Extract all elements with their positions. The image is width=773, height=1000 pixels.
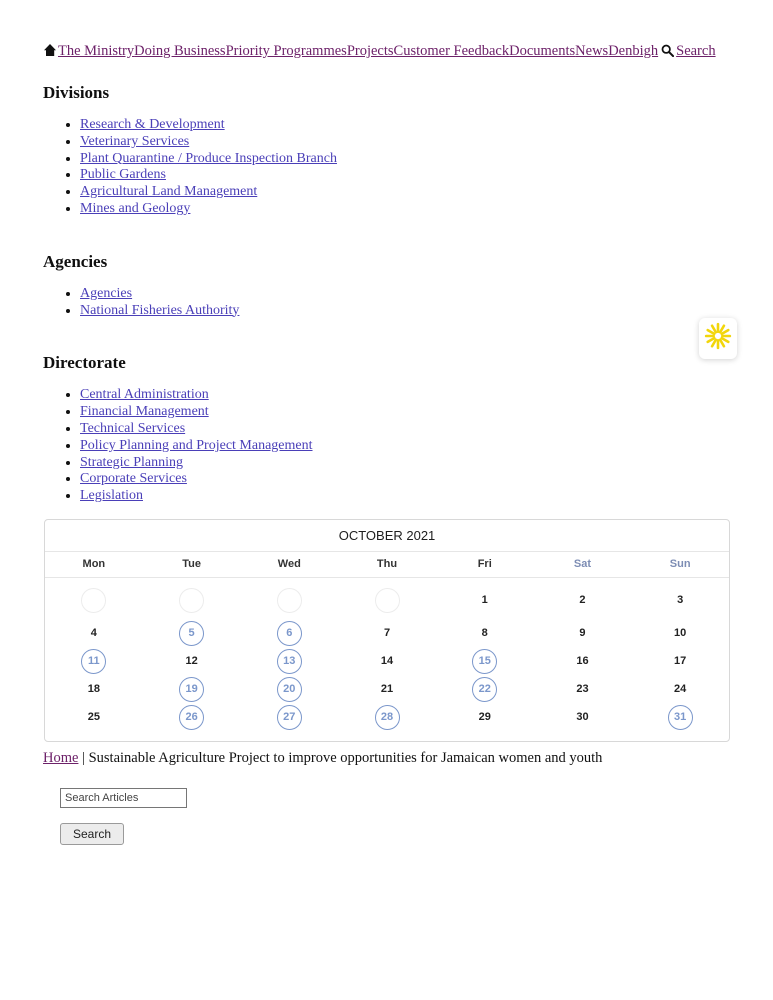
floating-widget[interactable] — [699, 318, 737, 359]
breadcrumb-separator: | — [78, 749, 89, 766]
list-item — [80, 387, 729, 404]
calendar — [44, 519, 730, 742]
calendar-day-11[interactable]: 11 — [81, 649, 106, 674]
calendar-cell — [631, 588, 729, 618]
calendar-day-14: 14 — [380, 655, 394, 668]
calendar-cell — [436, 677, 534, 702]
calendar-cell — [240, 621, 338, 646]
calendar-cell — [338, 588, 436, 618]
calendar-week-row — [45, 621, 729, 646]
calendar-cell — [143, 621, 241, 646]
nav-link-denbigh[interactable]: Denbigh — [608, 43, 659, 59]
link-central-administration[interactable]: Central Administration — [80, 387, 209, 403]
list-item — [80, 455, 729, 472]
calendar-cell — [240, 705, 338, 730]
calendar-day-9: 9 — [579, 627, 586, 640]
calendar-day-18: 18 — [87, 683, 100, 696]
article-search — [60, 788, 729, 845]
calendar-day-24: 24 — [674, 683, 687, 696]
calendar-day-header-sat: Sat — [573, 557, 592, 570]
page-title: Sustainable Agriculture Project to improve opportunities for Jamaican women and youth — [88, 749, 603, 766]
calendar-day-empty — [179, 588, 204, 613]
section-title-agencies: Agencies — [43, 251, 108, 271]
calendar-day-empty — [81, 588, 106, 613]
link-corporate-services[interactable]: Corporate Services — [80, 471, 187, 487]
calendar-day-27[interactable]: 27 — [277, 705, 302, 730]
list-item — [80, 488, 729, 505]
calendar-week-row — [45, 588, 729, 618]
calendar-day-header-wed: Wed — [277, 557, 301, 570]
home-icon[interactable] — [43, 43, 57, 59]
calendar-cell — [436, 588, 534, 618]
calendar-day-21: 21 — [380, 683, 394, 696]
nav-search-link[interactable]: Search — [676, 43, 716, 59]
list-item — [80, 117, 729, 134]
calendar-day-25: 25 — [87, 711, 100, 724]
calendar-day-16: 16 — [576, 655, 589, 668]
link-public-gardens[interactable]: Public Gardens — [80, 167, 166, 183]
calendar-cell — [143, 588, 241, 618]
calendar-day-4: 4 — [90, 627, 97, 640]
list-item — [80, 404, 729, 421]
calendar-day-15[interactable]: 15 — [472, 649, 497, 674]
link-technical-services[interactable]: Technical Services — [80, 420, 186, 436]
calendar-cell — [534, 705, 632, 730]
calendar-day-empty — [375, 588, 400, 613]
search-articles-input[interactable] — [60, 788, 187, 808]
calendar-day-7: 7 — [383, 627, 391, 640]
list-item — [80, 303, 729, 320]
calendar-day-29: 29 — [478, 711, 491, 724]
calendar-cell — [45, 588, 143, 618]
link-financial-management[interactable]: Financial Management — [80, 404, 209, 420]
calendar-day-empty — [277, 588, 302, 613]
breadcrumb-home-link[interactable]: Home — [43, 749, 79, 766]
calendar-cell — [436, 649, 534, 674]
nav-link-projects[interactable]: Projects — [346, 43, 394, 59]
calendar-day-28[interactable]: 28 — [375, 705, 400, 730]
calendar-day-17: 17 — [674, 655, 687, 668]
section-title-directorate: Directorate — [43, 353, 126, 373]
calendar-day-8: 8 — [481, 627, 488, 640]
sections — [43, 83, 729, 505]
link-plant-quarantine-produce-inspection-branch[interactable]: Plant Quarantine / Produce Inspection Branch — [80, 150, 337, 166]
calendar-title: OCTOBER 2021 — [45, 520, 729, 552]
top-nav — [43, 43, 729, 62]
calendar-cell — [143, 649, 241, 674]
asterisk-icon — [704, 322, 732, 355]
calendar-day-headers — [45, 552, 729, 578]
calendar-day-22[interactable]: 22 — [472, 677, 497, 702]
calendar-cell — [631, 705, 729, 730]
calendar-cell — [240, 588, 338, 618]
section-list-agencies — [43, 286, 729, 320]
calendar-day-13[interactable]: 13 — [277, 649, 302, 674]
nav-links — [58, 43, 658, 59]
link-national-fisheries-authority[interactable]: National Fisheries Authority — [80, 302, 240, 318]
calendar-cell — [45, 621, 143, 646]
calendar-day-2: 2 — [579, 594, 586, 607]
link-research-development[interactable]: Research & Development — [80, 117, 225, 132]
calendar-day-1: 1 — [481, 594, 488, 607]
calendar-cell — [631, 677, 729, 702]
calendar-day-26[interactable]: 26 — [179, 705, 204, 730]
calendar-day-header-thu: Thu — [376, 557, 398, 570]
calendar-day-6[interactable]: 6 — [277, 621, 302, 646]
calendar-cell — [631, 649, 729, 674]
calendar-cell — [143, 677, 241, 702]
calendar-cell — [534, 621, 632, 646]
list-item — [80, 151, 729, 168]
calendar-cell — [143, 705, 241, 730]
calendar-cell — [534, 649, 632, 674]
calendar-cell — [338, 677, 436, 702]
calendar-cell — [436, 621, 534, 646]
nav-link-priority-programmes[interactable]: Priority Programmes — [225, 43, 347, 59]
calendar-day-5[interactable]: 5 — [179, 621, 204, 646]
calendar-day-header-fri: Fri — [477, 557, 492, 570]
link-mines-and-geology[interactable]: Mines and Geology — [80, 200, 191, 216]
nav-link-customer-feedback[interactable]: Customer Feedback — [393, 43, 510, 59]
calendar-day-12: 12 — [185, 655, 198, 668]
calendar-cell — [240, 677, 338, 702]
link-policy-planning-and-project-management[interactable]: Policy Planning and Project Management — [80, 437, 313, 453]
calendar-day-header-mon: Mon — [82, 557, 106, 570]
calendar-cell — [240, 649, 338, 674]
calendar-day-header-sun: Sun — [669, 557, 691, 570]
calendar-day-10: 10 — [674, 627, 687, 640]
calendar-day-3: 3 — [677, 594, 684, 607]
calendar-day-30: 30 — [576, 711, 589, 724]
calendar-week-row — [45, 677, 729, 702]
list-item — [80, 421, 729, 438]
calendar-day-20[interactable]: 20 — [277, 677, 302, 702]
calendar-week-row — [45, 705, 729, 730]
nav-link-the-ministry[interactable]: The Ministry — [58, 43, 135, 59]
calendar-cell — [45, 677, 143, 702]
section-list-divisions — [43, 117, 729, 218]
calendar-day-23: 23 — [576, 683, 589, 696]
link-veterinary-services[interactable]: Veterinary Services — [80, 133, 190, 149]
search-icon — [661, 44, 674, 62]
calendar-cell — [338, 705, 436, 730]
calendar-cell — [338, 621, 436, 646]
calendar-week-row — [45, 649, 729, 674]
link-legislation[interactable]: Legislation — [80, 488, 143, 504]
section-title-divisions: Divisions — [43, 83, 110, 102]
nav-link-doing-business[interactable]: Doing Business — [134, 43, 226, 59]
list-item — [80, 167, 729, 184]
calendar-day-31[interactable]: 31 — [668, 705, 693, 730]
list-item — [80, 438, 729, 455]
calendar-cell — [436, 705, 534, 730]
breadcrumb — [43, 750, 729, 767]
search-articles-button[interactable]: Search — [60, 823, 124, 845]
nav-link-news[interactable]: News — [575, 43, 609, 59]
list-item — [80, 134, 729, 151]
nav-link-documents[interactable]: Documents — [509, 43, 576, 59]
calendar-day-19[interactable]: 19 — [179, 677, 204, 702]
calendar-cell — [534, 677, 632, 702]
list-item — [80, 286, 729, 303]
calendar-cell — [45, 649, 143, 674]
calendar-cell — [45, 705, 143, 730]
calendar-cell — [631, 621, 729, 646]
link-agencies[interactable]: Agencies — [80, 285, 133, 301]
calendar-grid — [45, 578, 729, 741]
link-strategic-planning[interactable]: Strategic Planning — [80, 454, 184, 470]
calendar-cell — [338, 649, 436, 674]
calendar-day-header-tue: Tue — [182, 557, 201, 570]
calendar-cell — [534, 588, 632, 618]
section-list-directorate — [43, 387, 729, 505]
list-item — [80, 201, 729, 218]
list-item — [80, 471, 729, 488]
link-agricultural-land-management[interactable]: Agricultural Land Management — [80, 184, 258, 200]
list-item — [80, 184, 729, 201]
